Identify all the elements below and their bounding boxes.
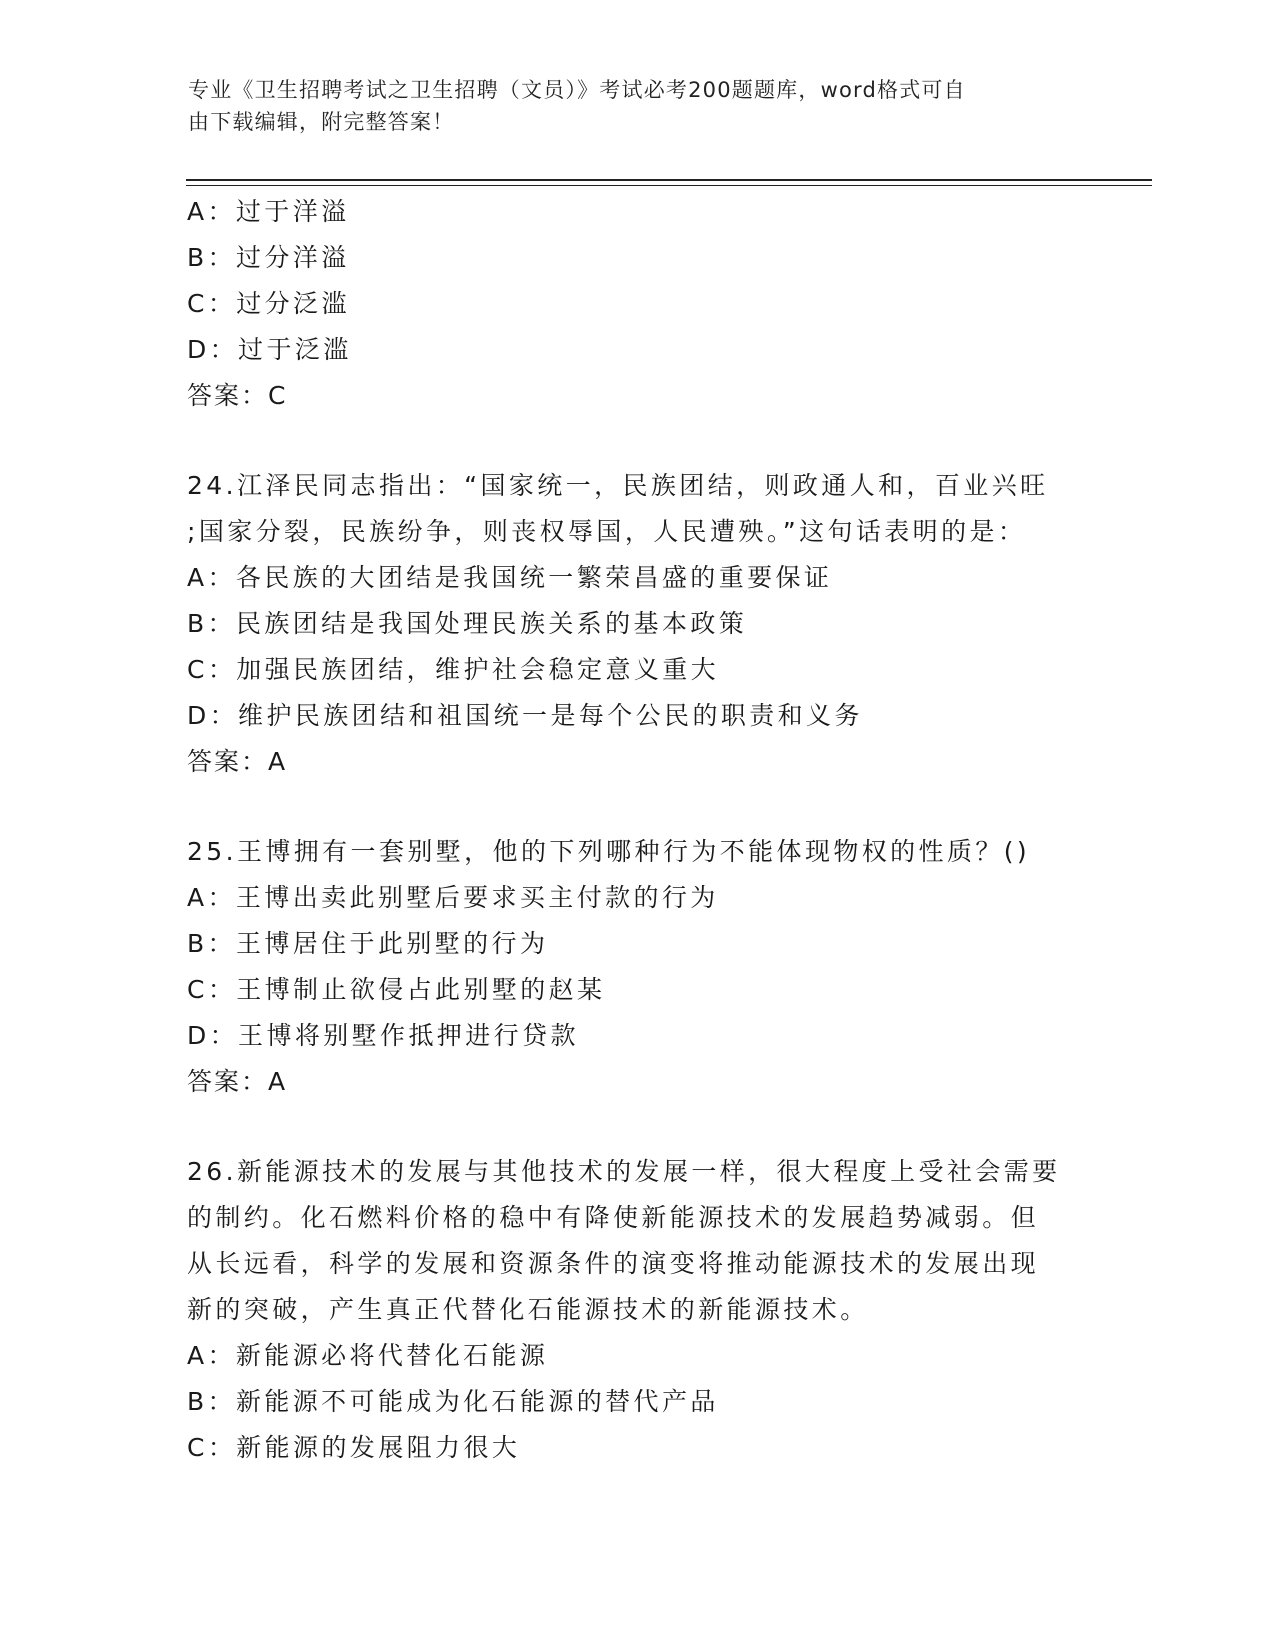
option-c: C：新能源的发展阻力很大 [187,1433,521,1462]
question-stem-line: 从长远看，科学的发展和资源条件的演变将推动能源技术的发展出现 [187,1249,1040,1278]
option-d: D：王博将别墅作抵押进行贷款 [187,1021,579,1050]
option-b: B：过分洋溢 [187,243,350,272]
question-stem-line: 的制约。化石燃料价格的稳中有降使新能源技术的发展趋势减弱。但 [187,1203,1040,1232]
option-b: B：新能源不可能成为化石能源的替代产品 [187,1387,719,1416]
question-block-prev [187,189,1077,419]
question-stem-line: 25.王博拥有一套别墅，他的下列哪种行为不能体现物权的性质？() [187,837,1031,866]
spacer [187,419,1077,463]
question-block-24 [187,463,1077,785]
option-b: B：王博居住于此别墅的行为 [187,929,549,958]
answer-line: 答案：A [187,1067,288,1096]
answer-line: 答案：C [187,381,288,410]
question-stem-line: 24.江泽民同志指出：“国家统一，民族团结，则政通人和，百业兴旺 [187,471,1049,500]
option-a: A：王博出卖此别墅后要求买主付款的行为 [187,883,719,912]
header-divider-thick [186,179,1152,181]
option-a: A：新能源必将代替化石能源 [187,1341,549,1370]
option-c: C：王博制止欲侵占此别墅的赵某 [187,975,606,1004]
option-a: A：过于洋溢 [187,197,350,226]
option-c: C：加强民族团结，维护社会稳定意义重大 [187,655,720,684]
question-stem-line: 26.新能源技术的发展与其他技术的发展一样，很大程度上受社会需要 [187,1157,1061,1186]
option-d: D：过于泛滥 [187,335,352,364]
question-block-26 [187,1149,1077,1471]
option-d: D：维护民族团结和祖国统一是每个公民的职责和义务 [187,701,863,730]
question-block-25 [187,829,1077,1105]
question-list [187,189,1077,1471]
spacer [187,1105,1077,1149]
question-stem-line: ;国家分裂，民族纷争，则丧权辱国，人民遭殃。”这句话表明的是： [187,517,1027,546]
option-a: A：各民族的大团结是我国统一繁荣昌盛的重要保证 [187,563,833,592]
answer-line: 答案：A [187,747,288,776]
option-b: B：民族团结是我国处理民族关系的基本政策 [187,609,748,638]
spacer [187,785,1077,829]
document-header [188,74,1068,138]
question-stem-line: 新的突破，产生真正代替化石能源技术的新能源技术。 [187,1295,869,1324]
header-line-1: 专业《卫生招聘考试之卫生招聘（文员）》考试必考200题题库，word格式可自 [188,78,966,102]
header-divider-thin [186,185,1152,186]
header-line-2: 由下载编辑，附完整答案！ [188,110,455,134]
option-c: C：过分泛滥 [187,289,350,318]
